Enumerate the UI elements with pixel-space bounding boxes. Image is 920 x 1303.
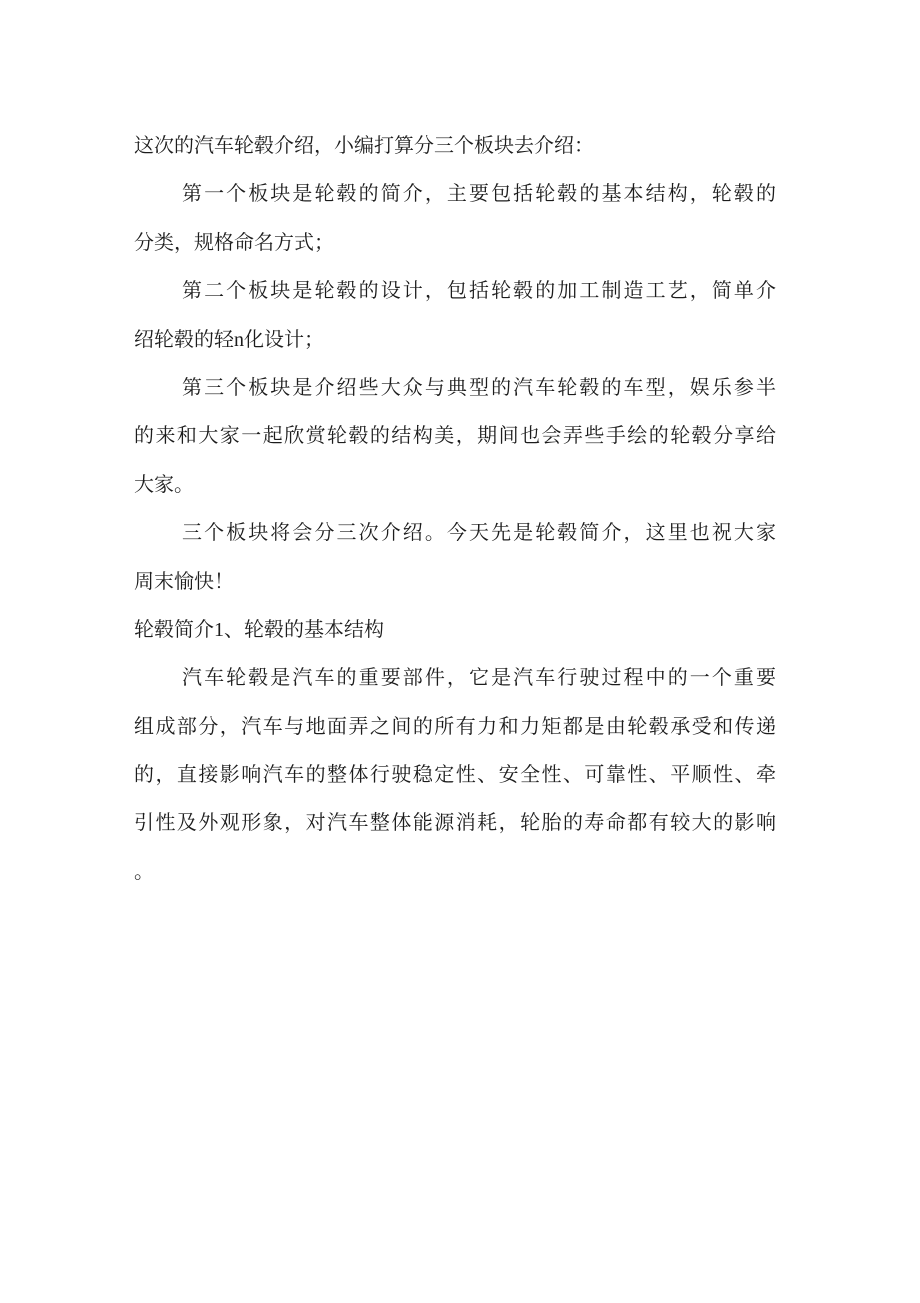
text-line: 组成部分，汽车与地面弄之间的所有力和力矩都是由轮毂承受和传递 [134, 715, 776, 738]
text-line: 第三个板块是介绍些大众与典型的汽车轮毂的车型，娱乐参半 [182, 376, 776, 399]
document-text [134, 122, 776, 896]
text-line: 的，直接影响汽车的整体行驶稳定性、安全性、可靠性、平顺性、牵 [134, 764, 776, 787]
text-line: 。 [134, 860, 154, 883]
text-line: 引性及外观形象，对汽车整体能源消耗，轮胎的寿命都有较大的影响 [134, 812, 776, 835]
text-line: 的来和大家一起欣赏轮毂的结构美，期间也会弄些手绘的轮毂分享给 [134, 425, 776, 448]
text-line: 第一个板块是轮毂的简介，主要包括轮毂的基本结构，轮毂的 [182, 183, 776, 206]
text-line: 大家。 [134, 473, 194, 496]
text-line: 周末愉快！ [134, 570, 234, 593]
text-line: 轮毂简介1、轮毂的基本结构 [134, 618, 384, 641]
text-line: 绍轮毂的轻n化设计； [134, 328, 324, 351]
text-line: 汽车轮毂是汽车的重要部件，它是汽车行驶过程中的一个重要 [182, 667, 776, 690]
text-line: 这次的汽车轮毂介绍，小编打算分三个板块去介绍： [134, 135, 594, 157]
text-line: 三个板块将会分三次介绍。今天先是轮毂简介，这里也祝大家 [182, 522, 776, 545]
text-line: 第二个板块是轮毂的设计，包括轮毂的加工制造工艺，简单介 [182, 280, 776, 303]
text-line: 分类，规格命名方式； [134, 231, 334, 254]
